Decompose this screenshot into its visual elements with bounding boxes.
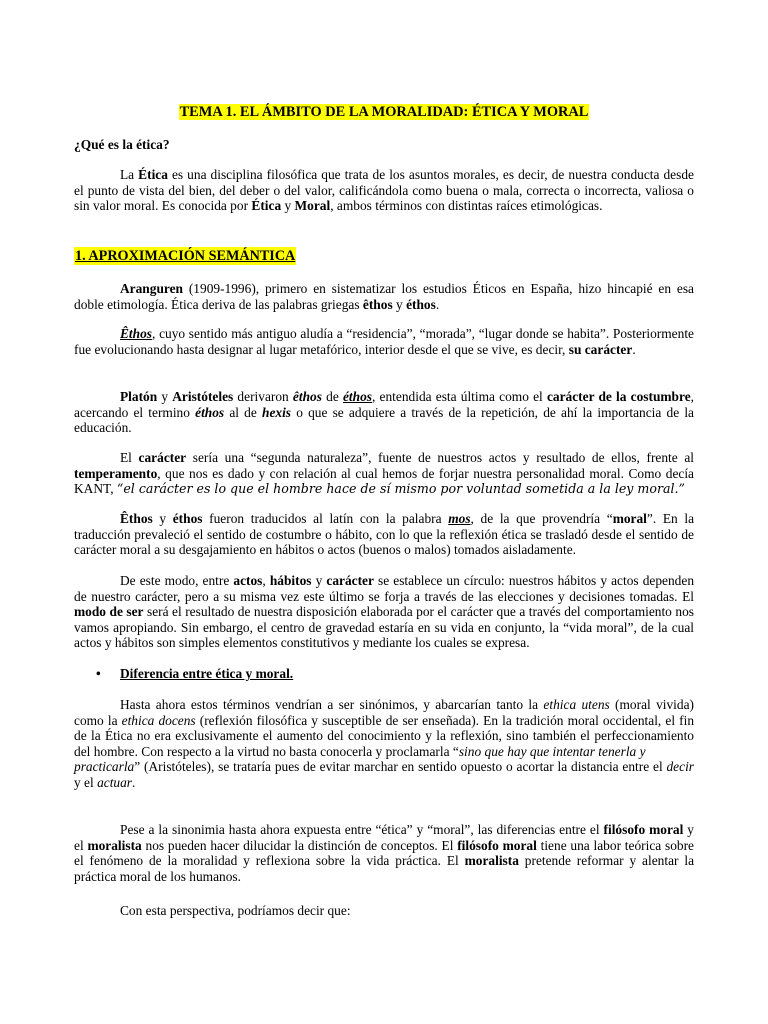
paragraph-platon: Platón y Aristóteles derivaron êthos de éthos, entendida esta última como el carácter de la costumbre, acercando el termino éthos al de hexis o que se adquiere a través de la repetición, de ahí la importancia de la educación.: [74, 389, 694, 436]
question-heading: ¿Qué es la ética?: [74, 137, 170, 152]
paragraph-sinonimia: Pese a la sinonimia hasta ahora expuesta entre “ética” y “moral”, las diferencias entre el filósofo moral y el moralista nos pueden hacer dilucidar la distinción de conceptos. El filósofo moral tiene una labor teórica sobre el fenómeno de la moralidad y reflexiona sobre la vida práctica. El moralista pretende reformar y alentar la práctica moral de los humanos.: [74, 822, 695, 884]
section-heading: 1. APROXIMACIÓN SEMÁNTICA: [75, 248, 296, 264]
paragraph-aranguren: Aranguren (1909-1996), primero en sistematizar los estudios Éticos en España, hizo hincapié en esa doble etimología. Ética deriva de las palabras griegas êthos y éthos.: [74, 281, 694, 312]
paragraph-sinonimos: Hasta ahora estos términos vendrían a ser sinónimos, y abarcarían tanto la ethica utens (moral vivida) como la ethica docens (reflexión filosófica y susceptible de ser enseñada). En la tradición moral occidental, el fin de la Ética no era exclusivamente el aumento del conocimiento y la reflexión, sino también el perfeccionamiento del hombre. Con respecto a la virtud no basta conocerla y proclamarla “sino que hay que intentar tenerla y practicarla” (Aristóteles), se trataría pues de evitar marchar en sentido opuesto o acortar la distancia entre el decir y el actuar.: [74, 697, 695, 790]
paragraph-circulo: De este modo, entre actos, hábitos y carácter se establece un círculo: nuestros hábitos y actos dependen de nuestro carácter, pero a su misma vez este último se forja a través de las elecciones y decisiones tomadas. El modo de ser será el resultado de nuestra disposición elaborada por el carácter que a través del comportamiento nos vamos apropiando. Sin embargo, el centro de gravedad estaría en su vida en conjunto, la “vida moral”, de la cual actos y hábitos son simples elementos constitutivos y mediante los cuales se expresa.: [74, 573, 695, 651]
paragraph-intro: La Ética es una disciplina filosófica que trata de los asuntos morales, es decir, de nuestra conducta desde el punto de vista del bien, del deber o del valor, calificándola como buena o mala, correcta o incorrecta, valiosa o sin valor moral. Es conocida por Ética y Moral, ambos términos con distintas raíces etimológicas.: [74, 167, 694, 214]
paragraph-caracter: El carácter sería una “segunda naturaleza”, fuente de nuestros actos y resultado de ellos, frente al temperamento, que nos es dado y con relación al cual hemos de forjar nuestra personalidad moral. Como decía KANT, “el carácter es lo que el hombre hace de sí mismo por voluntad sometida a la ley moral.”: [74, 450, 695, 497]
paragraph-traduccion: Êthos y éthos fueron traducidos al latín con la palabra mos, de la que provendría “moral”. En la traducción prevaleció el sentido de costumbre o hábito, con lo que la reflexión ética se trasladó desde el sentido de carácter moral a su desgajamiento en hábitos o actos (buenos o malos) tomados aisladamente.: [74, 511, 695, 558]
bullet-icon: •: [96, 666, 101, 681]
paragraph-ethos: Êthos, cuyo sentido más antiguo aludía a “residencia”, “morada”, “lugar donde se habita”. Posteriormente fue evolucionando hasta designar al lugar metafórico, interior desde el que se vive, es decir, su carácter.: [74, 326, 694, 357]
bullet-heading: Diferencia entre ética y moral.: [120, 666, 294, 681]
paragraph-perspectiva: Con esta perspectiva, podríamos decir que:: [120, 903, 351, 918]
document-title: TEMA 1. EL ÁMBITO DE LA MORALIDAD: ÉTICA Y MORAL: [179, 104, 589, 120]
